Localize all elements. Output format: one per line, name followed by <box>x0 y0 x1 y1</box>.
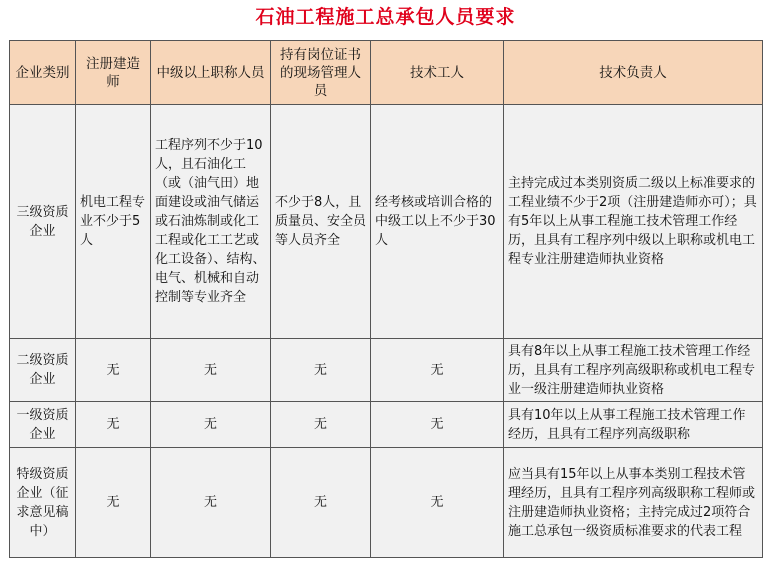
cell-category: 三级资质企业 <box>10 105 76 339</box>
header-tech-lead: 技术负责人 <box>504 41 763 105</box>
cell-architects: 无 <box>76 448 151 558</box>
cell-mid-title: 无 <box>151 339 271 402</box>
cell-mid-title: 无 <box>151 448 271 558</box>
cell-workers: 经考核或培训合格的中级工以上不少于30人 <box>371 105 504 339</box>
cell-architects: 机电工程专业不少于5人 <box>76 105 151 339</box>
cell-workers: 无 <box>371 402 504 448</box>
cell-category: 一级资质企业 <box>10 402 76 448</box>
cell-site-managers: 无 <box>271 448 371 558</box>
table-row <box>10 402 763 448</box>
cell-site-managers: 无 <box>271 402 371 448</box>
page-title: 石油工程施工总承包人员要求 <box>255 6 516 28</box>
header-architects: 注册建造师 <box>76 41 151 105</box>
table-row <box>10 105 763 339</box>
cell-site-managers: 不少于8人，且质量员、安全员等人员齐全 <box>271 105 371 339</box>
cell-tech-lead: 具有10年以上从事工程施工技术管理工作经历，且具有工程序列高级职称 <box>504 402 763 448</box>
cell-tech-lead: 主持完成过本类别资质二级以上标准要求的工程业绩不少于2项（注册建造师亦可）；具有5年以上从事工程施工技术管理工作经历，且具有工程序列中级以上职称或机电工程专业注册建造师执业资格 <box>504 105 763 339</box>
cell-mid-title: 无 <box>151 402 271 448</box>
cell-mid-title: 工程序列不少于10人，且石油化工（或（油气田）地面建设或油气储运或石油炼制或化工工程或化工工艺或化工设备）、结构、电气、机械和自动控制等专业齐全 <box>151 105 271 339</box>
header-workers: 技术工人 <box>371 41 504 105</box>
cell-architects: 无 <box>76 402 151 448</box>
cell-architects: 无 <box>76 339 151 402</box>
cell-tech-lead: 应当具有15年以上从事本类别工程技术管理经历，且具有工程序列高级职称工程师或注册建造师执业资格；主持完成过2项符合施工总承包一级资质标准要求的代表工程 <box>504 448 763 558</box>
cell-category: 特级资质企业（征求意见稿中） <box>10 448 76 558</box>
requirements-table <box>9 40 763 558</box>
table-row <box>10 448 763 558</box>
cell-tech-lead: 具有8年以上从事工程施工技术管理工作经历，且具有工程序列高级职称或机电工程专业一级注册建造师执业资格 <box>504 339 763 402</box>
table-row <box>10 339 763 402</box>
header-mid-title: 中级以上职称人员 <box>151 41 271 105</box>
cell-category: 二级资质企业 <box>10 339 76 402</box>
cell-site-managers: 无 <box>271 339 371 402</box>
cell-workers: 无 <box>371 448 504 558</box>
header-site-managers: 持有岗位证书的现场管理人员 <box>271 41 371 105</box>
cell-workers: 无 <box>371 339 504 402</box>
header-category: 企业类别 <box>10 41 76 105</box>
header-row <box>10 41 763 105</box>
